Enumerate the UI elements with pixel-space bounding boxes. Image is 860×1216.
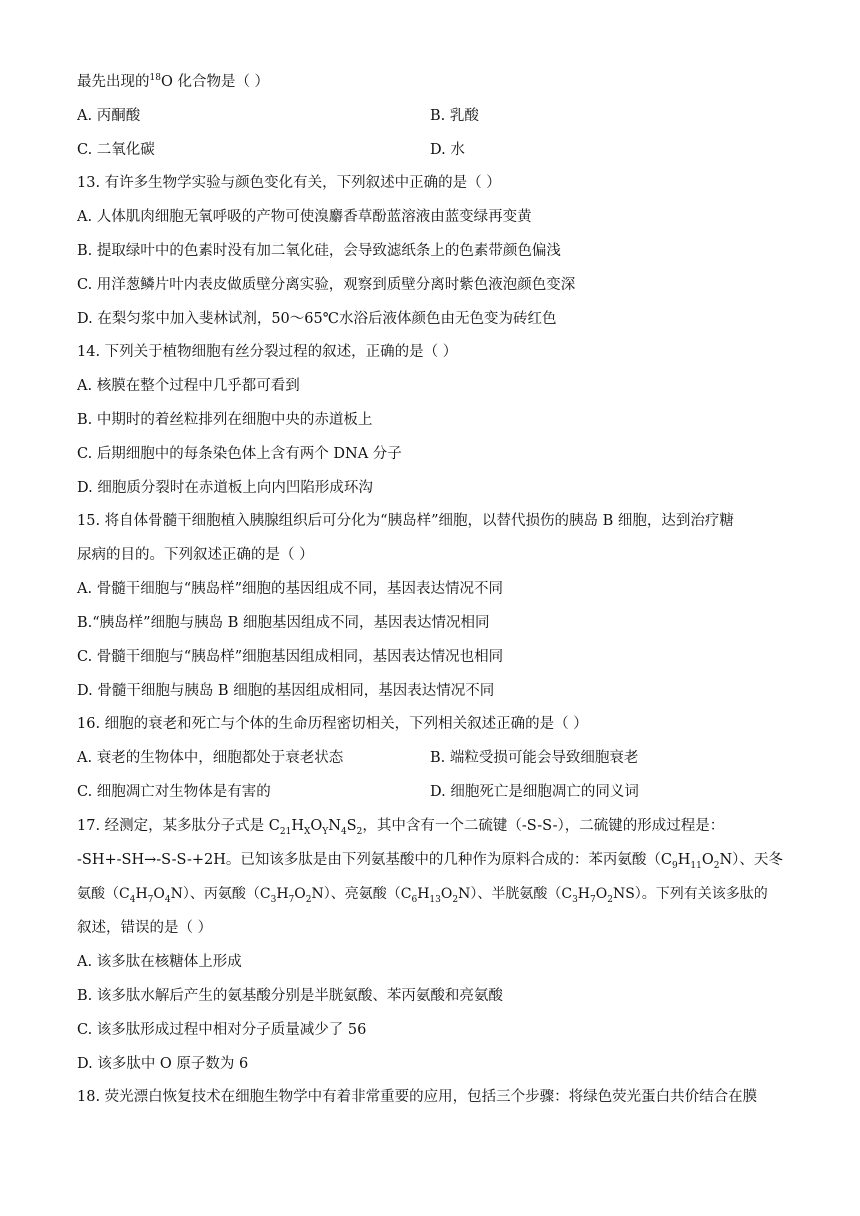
q12-option-b: B. 乳酸 bbox=[430, 108, 479, 124]
q17-option-c: C. 该多肽形成过程中相对分子质量减少了 56 bbox=[77, 1022, 367, 1038]
q13-option-a: A. 人体肌肉细胞无氧呼吸的产物可使溴麝香草酚蓝溶液由蓝变绿再变黄 bbox=[77, 209, 532, 225]
q16-options-row-2 bbox=[77, 782, 797, 802]
q14-stem: 14. 下列关于植物细胞有丝分裂过程的叙述，正确的是（ ） bbox=[77, 344, 458, 360]
q16-option-d: D. 细胞死亡是细胞凋亡的同义词 bbox=[430, 784, 639, 800]
q17-option-a: A. 该多肽在核糖体上形成 bbox=[77, 954, 242, 970]
q12-option-a: A. 丙酮酸 bbox=[77, 108, 141, 124]
q13-option-b: B. 提取绿叶中的色素时没有加二氧化硅，会导致滤纸条上的色素带颜色偏浅 bbox=[77, 243, 561, 259]
q12-options-row-1 bbox=[77, 106, 797, 126]
q15-option-c: C. 骨髓干细胞与“胰岛样”细胞基因组成相同，基因表达情况也相同 bbox=[77, 649, 504, 665]
q17-option-b: B. 该多肽水解后产生的氨基酸分别是半胱氨酸、苯丙氨酸和亮氨酸 bbox=[77, 988, 503, 1004]
q16-option-a: A. 衰老的生物体中，细胞都处于衰老状态 bbox=[77, 750, 344, 766]
q14-option-c: C. 后期细胞中的每条染色体上含有两个 DNA 分子 bbox=[77, 446, 402, 462]
q17-stem-line-4: 叙述，错误的是（ ） bbox=[77, 920, 213, 936]
q14-option-a: A. 核膜在整个过程中几乎都可看到 bbox=[77, 378, 300, 394]
q15-option-a: A. 骨髓干细胞与“胰岛样”细胞的基因组成不同，基因表达情况不同 bbox=[77, 581, 504, 597]
q12-stem: 最先出现的$^{18}$O 化合物是（ ） bbox=[77, 73, 270, 90]
q16-option-c: C. 细胞凋亡对生物体是有害的 bbox=[77, 784, 271, 800]
q12-option-d: D. 水 bbox=[430, 142, 465, 158]
q16-stem: 16. 细胞的衰老和死亡与个体的生命历程密切相关，下列相关叙述正确的是（ ） bbox=[77, 716, 588, 732]
q17-stem-line-1: 17. 经测定，某多肽分子式是 $C_{21}H_XO_YN_4S_2$，其中含有一个二硫键（-S-S-），二硫键的形成过程是： bbox=[77, 818, 725, 837]
q15-option-d: D. 骨髓干细胞与胰岛 B 细胞的基因组成相同，基因表达情况不同 bbox=[77, 683, 495, 699]
q18-stem: 18. 荧光漂白恢复技术在细胞生物学中有着非常重要的应用，包括三个步骤：将绿色荧光蛋白共价结合在膜 bbox=[77, 1089, 758, 1105]
q15-stem-line-2: 尿病的目的。下列叙述正确的是（ ） bbox=[77, 547, 314, 563]
q17-option-d: D. 该多肽中 O 原子数为 6 bbox=[77, 1056, 249, 1072]
q13-stem: 13. 有许多生物学实验与颜色变化有关，下列叙述中正确的是（ ） bbox=[77, 175, 501, 191]
q15-stem-line-1: 15. 将自体骨髓干细胞植入胰腺组织后可分化为“胰岛样”细胞，以替代损伤的胰岛 B 细胞，达到治疗糖 bbox=[77, 513, 734, 529]
q16-options-row-1 bbox=[77, 748, 797, 768]
q16-option-b: B. 端粒受损可能会导致细胞衰老 bbox=[430, 750, 639, 766]
q14-option-b: B. 中期时的着丝粒排列在细胞中央的赤道板上 bbox=[77, 412, 373, 428]
q12-option-c: C. 二氧化碳 bbox=[77, 142, 155, 158]
q13-option-c: C. 用洋葱鳞片叶内表皮做质壁分离实验，观察到质壁分离时紫色液泡颜色变深 bbox=[77, 277, 576, 293]
q15-option-b: B.“胰岛样”细胞与胰岛 B 细胞基因组成不同，基因表达情况相同 bbox=[77, 615, 490, 631]
q14-option-d: D. 细胞质分裂时在赤道板上向内凹陷形成环沟 bbox=[77, 480, 373, 496]
q12-options-row-2 bbox=[77, 140, 797, 160]
q17-stem-line-3: 氨酸$(C_4H_7O_4N)$、丙氨酸$(C_3H_7O_2N)$、亮氨酸$(C_6H_{13}O_2N)$、半胱氨酸$(C_3H_7O_2NS)$。下列有关该多肽的 bbox=[77, 886, 768, 905]
q17-stem-line-2: -SH+-SH→-S-S-+2H。已知该多肽是由下列氨基酸中的几种作为原料合成的：苯丙氨酸$(C_9H_{11}O_2N)$、天冬 bbox=[77, 852, 783, 871]
q13-option-d: D. 在梨匀浆中加入斐林试剂，50～65℃水浴后液体颜色由无色变为砖红色 bbox=[77, 311, 557, 327]
